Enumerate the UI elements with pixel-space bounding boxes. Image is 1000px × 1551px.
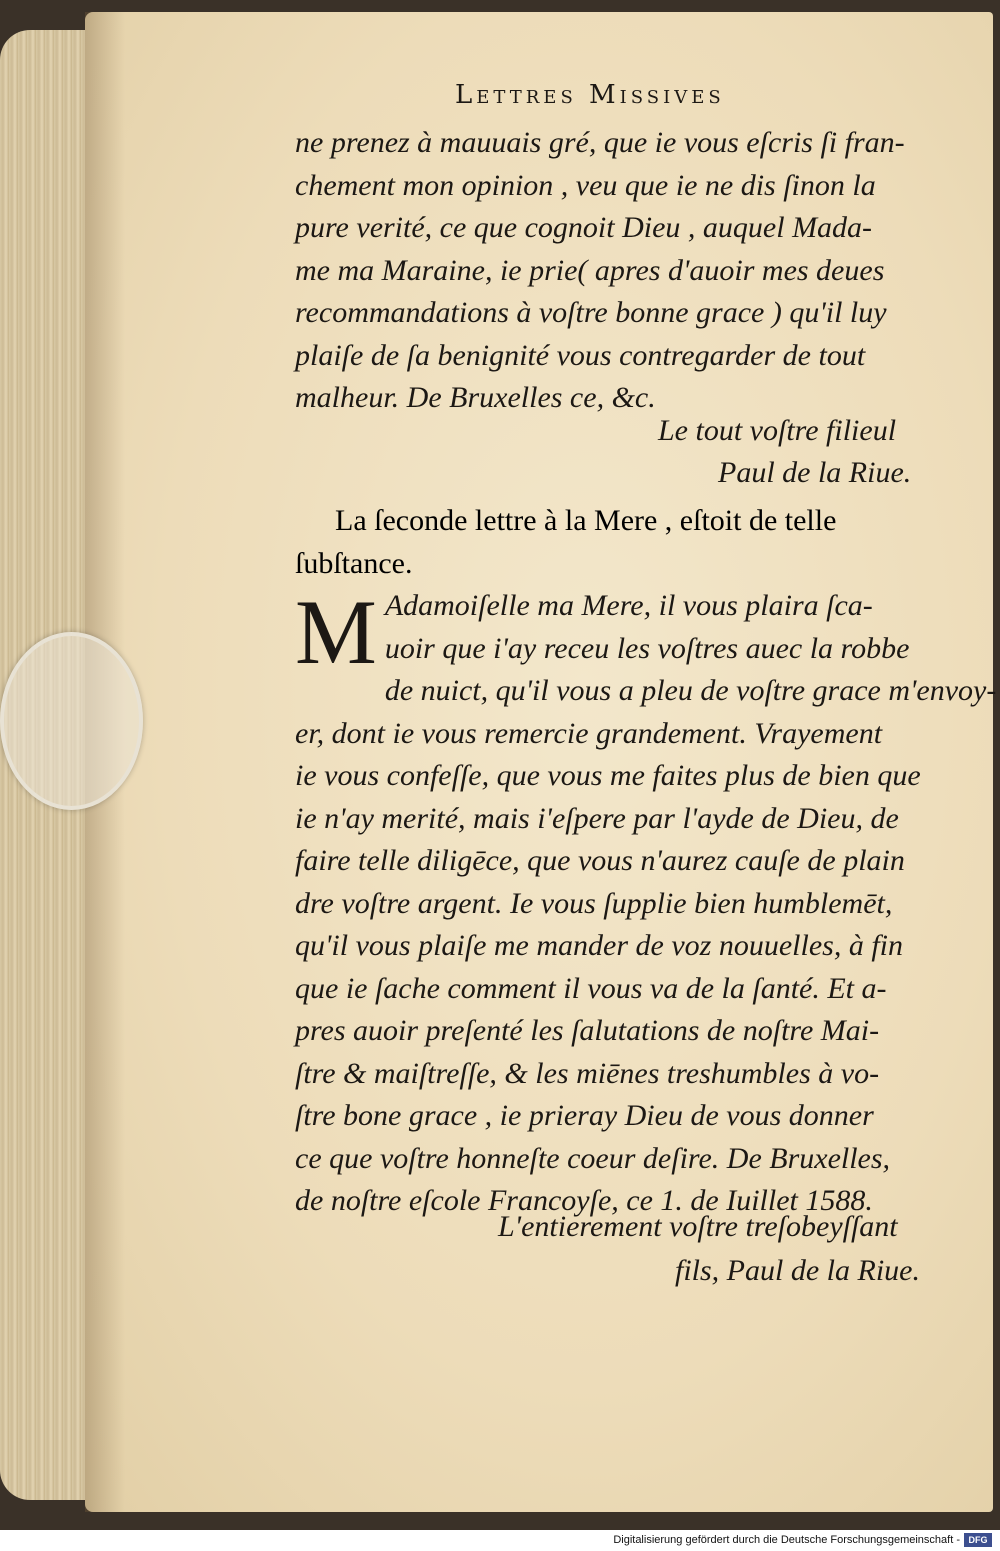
text-line: qu'il vous plaiſe me mander de voz nouuelles, à fin [295, 929, 903, 962]
text-line: ie n'ay merité, mais i'eſpere par l'ayde de Dieu, de [295, 801, 899, 835]
text-line: recommandations à voſtre bonne grace ) qu'il luy [295, 296, 887, 329]
text-line: de nuict, qu'il vous a pleu de voſtre grace m'envoy- [384, 674, 997, 707]
text-line: ſubſtance. [295, 546, 413, 580]
text-line: plaiſe de ſa benignité vous contregarder de tout [295, 338, 866, 372]
letter-two-signature: fils, Paul de la Riue. [675, 1254, 920, 1287]
dfg-logo-icon: DFG [964, 1533, 992, 1547]
letter-one-closing: Le tout voſtre filieul [658, 414, 897, 447]
text-line: ie vous confeſſe, que vous me faites plus de bien que [295, 759, 921, 792]
text-line: malheur. De Bruxelles ce, &c. [295, 381, 656, 414]
text-line: me ma Maraine, ie prie( apres d'auoir mes deues [295, 253, 885, 287]
letter-one-body [295, 122, 975, 420]
letter-one-signature: Paul de la Riue. [718, 456, 912, 489]
text-line: pure verité, ce que cognoit Dieu , auquel Mada- [295, 211, 873, 244]
drop-cap: M [295, 581, 377, 683]
text-line: uoir que i'ay receu les voſtres auec la robbe [384, 631, 910, 665]
text-line: La ſeconde lettre à la Mere , eſtoit de telle [335, 504, 837, 537]
text-line: ſtre & maiſtreſſe, & les miēnes treshumbles à vo- [295, 1056, 880, 1090]
running-head: Lettres Missives [455, 80, 725, 110]
text-line: que ie ſache comment il vous va de la ſanté. Et a- [295, 971, 887, 1005]
text-line: er, dont ie vous remercie grandement. Vrayement [295, 716, 883, 750]
text-line: Adamoiſelle ma Mere, il vous plaira ſca- [384, 589, 873, 622]
bookmark-tab [0, 632, 143, 810]
text-line: ce que voſtre honneſte coeur deſire. De Bruxelles, [295, 1141, 891, 1175]
text-line: dre voſtre argent. Ie vous ſupplie bien humblemēt, [295, 886, 893, 920]
footer-bar [0, 1530, 1000, 1551]
text-line: de noſtre eſcole Francoyſe, ce 1. de Iuillet 1588. [295, 1184, 873, 1217]
text-line: chement mon opinion , veu que ie ne dis ſinon la [295, 168, 876, 202]
funding-notice: Digitalisierung gefördert durch die Deutsche Forschungsgemeinschaft - [613, 1534, 960, 1546]
text-line: ſtre bone grace , ie prieray Dieu de vous donner [295, 1099, 874, 1132]
letter-two-closing: L'entierement voſtre treſobeyſſant [498, 1210, 898, 1243]
text-line: ne prenez à mauuais gré, que ie vous eſcris ſi fran- [295, 126, 905, 159]
second-letter-intro [295, 500, 975, 585]
text-line: faire telle diligēce, que vous n'aurez cauſe de plain [295, 844, 905, 877]
text-line: pres auoir preſenté les ſalutations de noſtre Mai- [295, 1014, 880, 1047]
letter-two-body [295, 581, 997, 1223]
